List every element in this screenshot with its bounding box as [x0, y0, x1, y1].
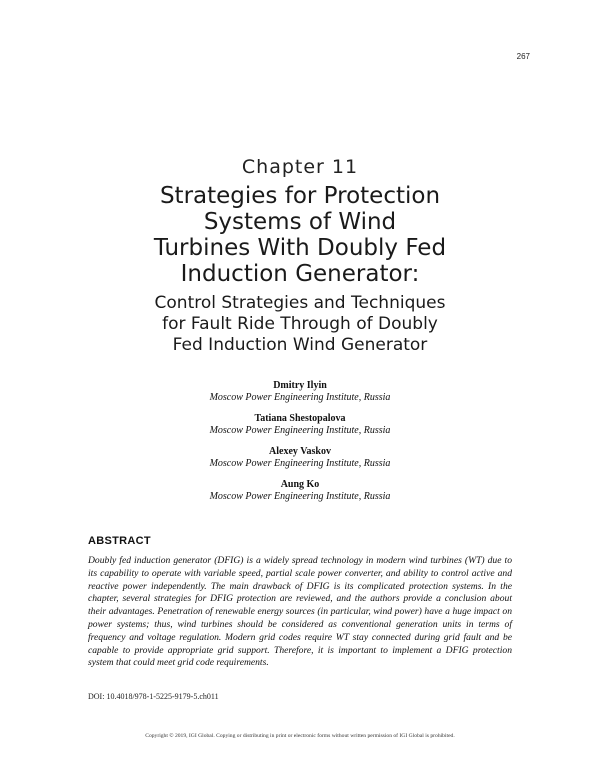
- copyright-notice: Copyright © 2019, IGI Global. Copying or distributing in print or electronic forms without written permission of IGI Global is prohibited.: [145, 733, 455, 739]
- title-line: Induction Generator:: [180, 261, 420, 287]
- chapter-label: Chapter 11: [241, 156, 359, 178]
- subtitle-line: Fed Induction Wind Generator: [172, 335, 428, 355]
- author-entry: [0, 379, 600, 404]
- title-line: Systems of Wind: [203, 209, 397, 235]
- author-affiliation: Moscow Power Engineering Institute, Russia: [209, 392, 391, 403]
- chapter-title: [100, 183, 500, 287]
- author-list: [0, 379, 600, 511]
- author-entry: [0, 412, 600, 437]
- author-name: Alexey Vaskov: [269, 446, 331, 457]
- author-entry: [0, 478, 600, 503]
- author-name: Tatiana Shestopalova: [254, 413, 346, 424]
- author-entry: [0, 445, 600, 470]
- page-number: 267: [516, 52, 530, 61]
- subtitle-line: Control Strategies and Techniques: [154, 293, 446, 313]
- abstract-body: Doubly fed induction generator (DFIG) is a widely spread technology in modern wind turbines (WT) due to its capability to operate with variable speed, partial scale power converter, and ability to control active and reactive power independently. The main drawback of DFIG is its complicated protection systems. In the chapter, several strategies for DFIG protection are reviewed, and the authors provide a conclusion about their advantages. Penetration of renewable energy sources (in particular, wind power) have a huge impact on power systems; thus, wind turbines should be considered as conventional generation units in terms of frequency and voltage regulation. Modern grid codes require WT stay connected during grid fault and be capable to provide appropriate grid support. Therefore, it is important to implement a DFIG protection system that could meet grid code requirements.: [88, 555, 512, 669]
- author-name: Dmitry Ilyin: [273, 380, 327, 391]
- author-affiliation: Moscow Power Engineering Institute, Russia: [209, 491, 391, 502]
- author-affiliation: Moscow Power Engineering Institute, Russia: [209, 458, 391, 469]
- author-affiliation: Moscow Power Engineering Institute, Russia: [209, 425, 391, 436]
- title-line: Strategies for Protection: [159, 183, 441, 209]
- doi: DOI: 10.4018/978-1-5225-9179-5.ch011: [88, 692, 219, 701]
- abstract-heading: ABSTRACT: [88, 535, 151, 547]
- author-name: Aung Ko: [280, 479, 320, 490]
- title-line: Turbines With Doubly Fed: [153, 235, 447, 261]
- chapter-subtitle: [100, 293, 500, 356]
- subtitle-line: for Fault Ride Through of Doubly: [162, 314, 438, 334]
